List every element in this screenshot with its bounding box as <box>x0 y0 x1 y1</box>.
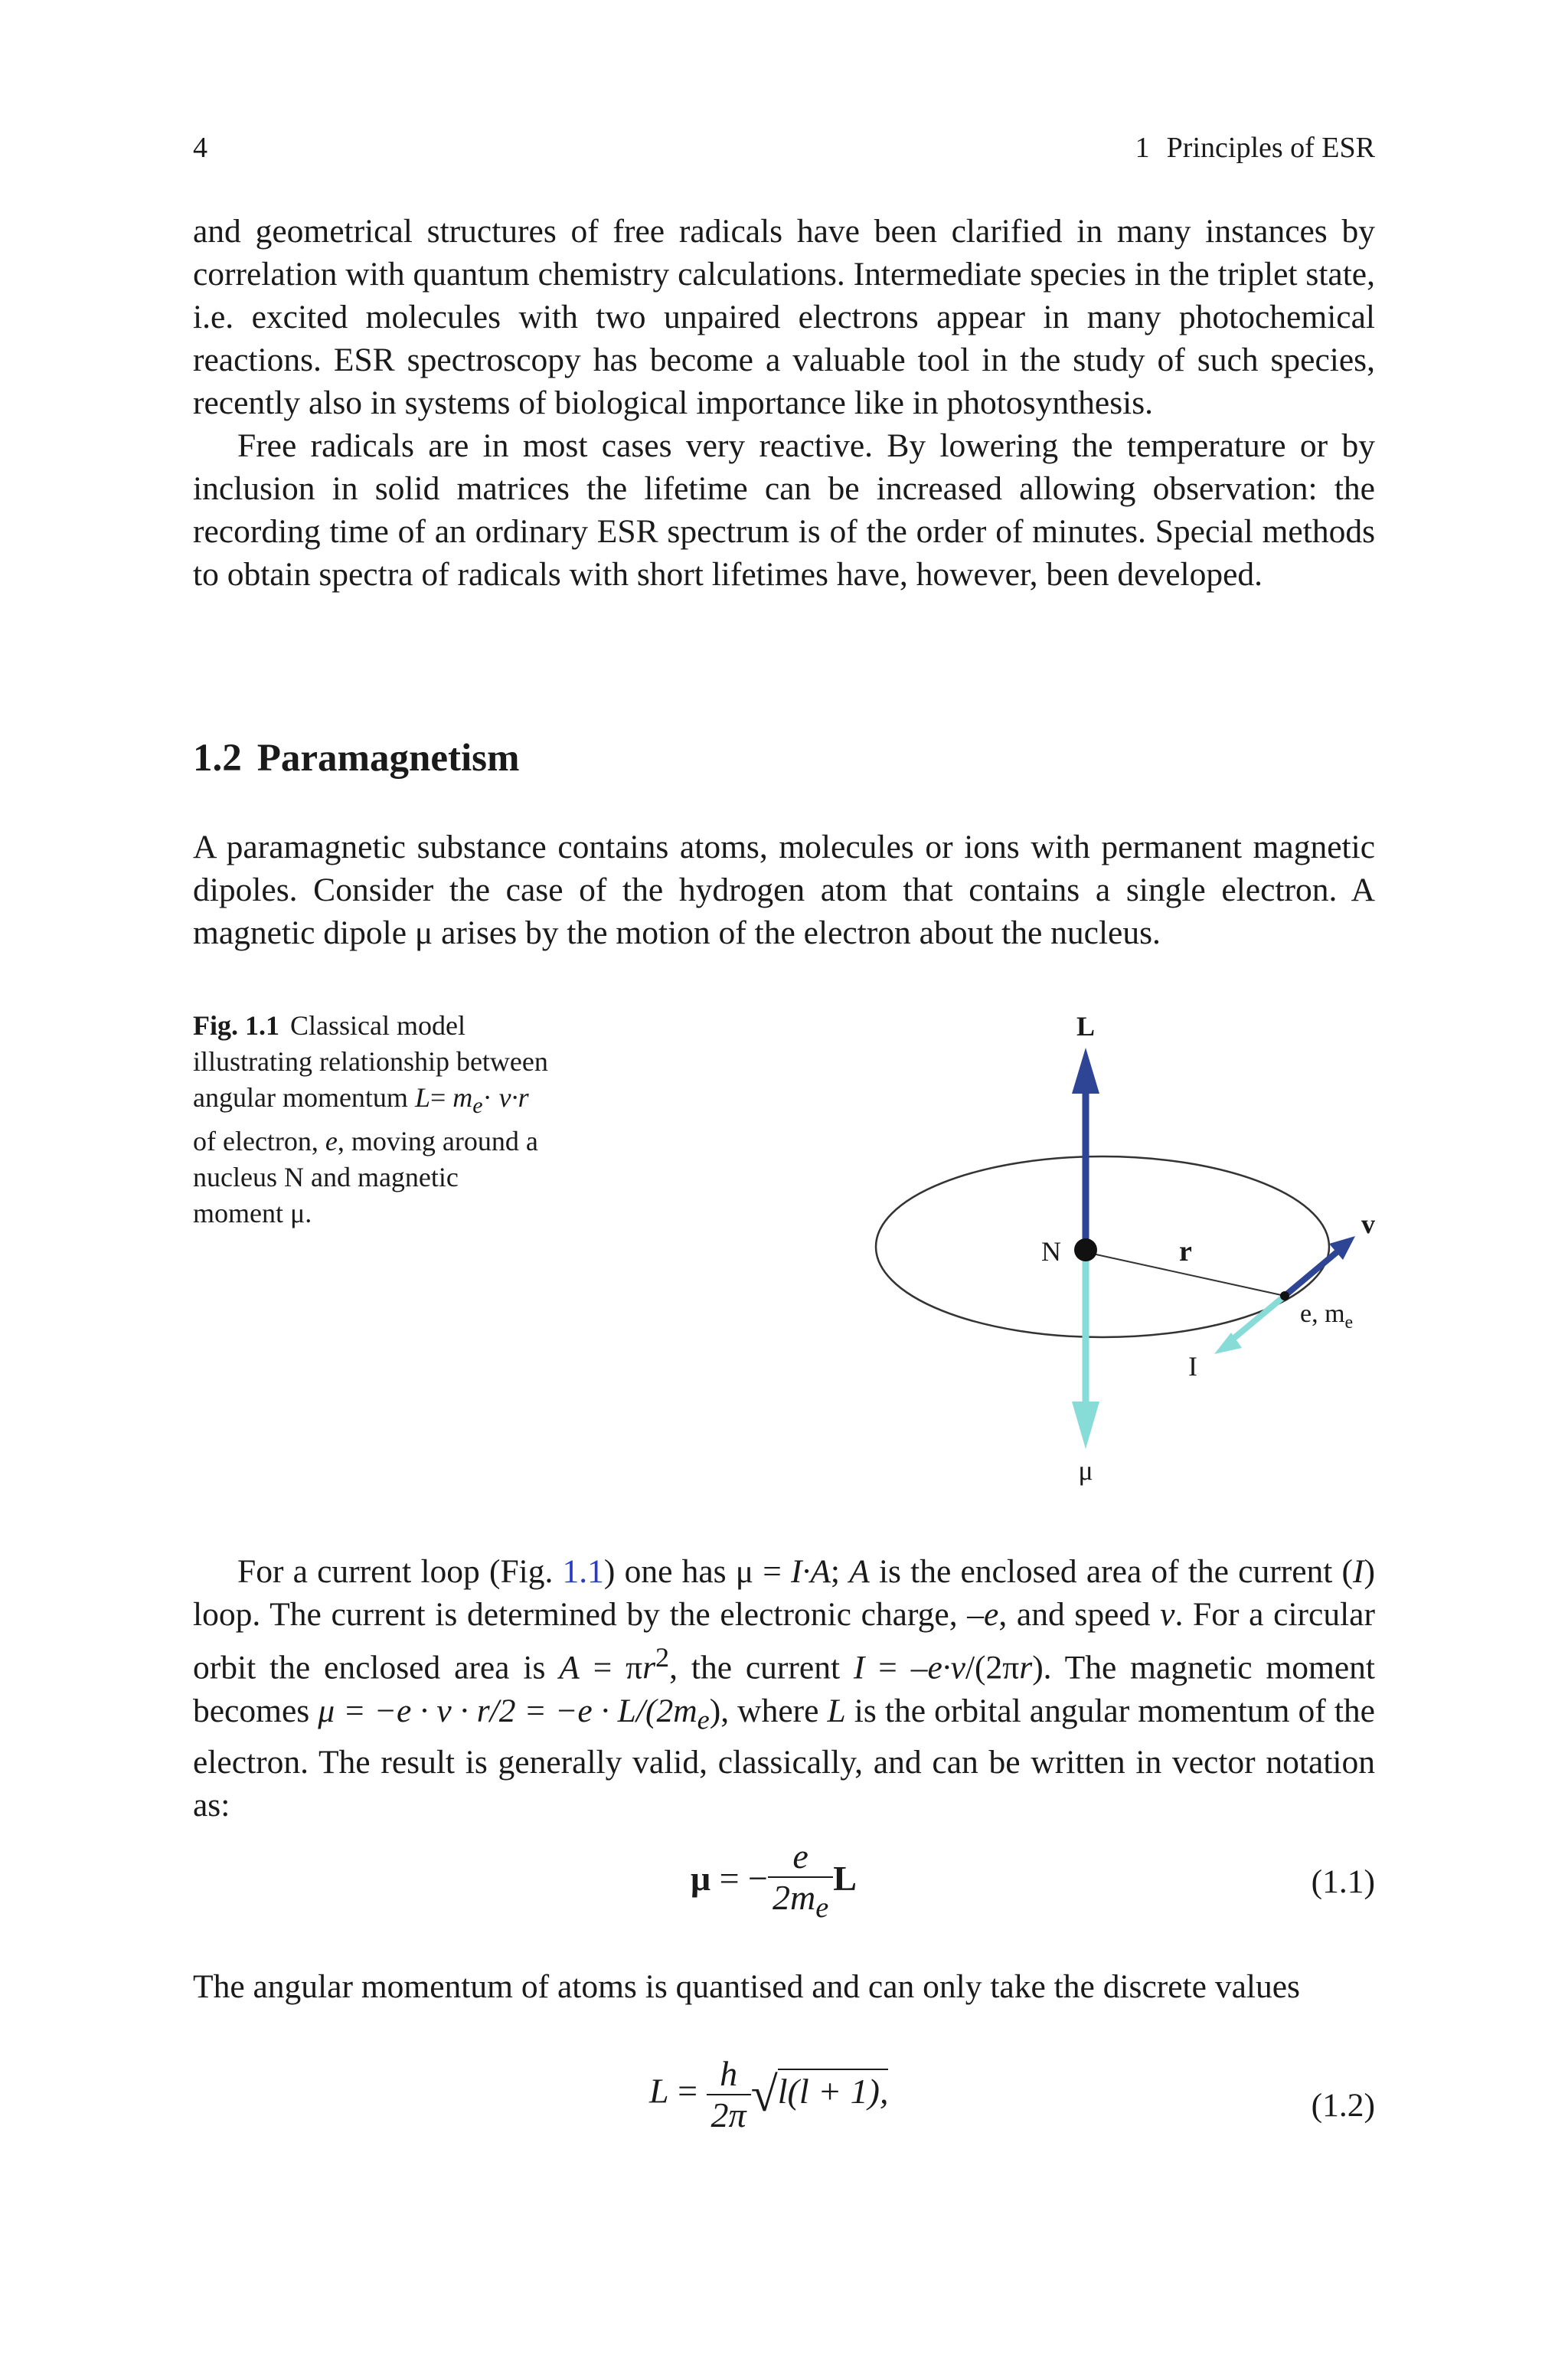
math-run: r <box>642 1649 655 1686</box>
text-run: is the orbital angular momentum of the electron. The result is generally valid, classically, and can be written in vector notation as: <box>193 1692 1375 1824</box>
orbit-ellipse <box>876 1156 1329 1337</box>
label-mu: μ <box>1078 1455 1093 1486</box>
text-run: ; <box>830 1553 850 1590</box>
paragraph-paramagnetic: A paramagnetic substance contains atoms, molecules or ions with permanent magnetic dipoles. Consider the case of the hydrogen atom that contains a single electron. A magnetic dipole μ arises by the motion of the electron about the nucleus. <box>193 829 1375 951</box>
math-run: L <box>827 1692 846 1729</box>
math-run: e·v <box>927 1649 965 1686</box>
paragraph-radicals: and geometrical structures of free radicals have been clarified in many instances by correlation with quantum chemistry calculations. Intermediate species in the triplet state, i.e. excited molecules with two unpaired electrons appear in many photochemical reactions. ESR spectroscopy has become a valuable tool in the study of such species, recently also in systems of biological importance like in photosynthesis. <box>193 213 1375 421</box>
eq1-fraction <box>768 1837 833 1928</box>
caption-text: = <box>430 1082 453 1113</box>
caption-text: of electron, <box>193 1126 325 1157</box>
math-run: μ = −e · v · r/2 = −e · L/(2m <box>318 1692 697 1729</box>
eq2-numerator: h <box>707 2054 751 2095</box>
chapter-title: Principles of ESR <box>1166 132 1375 164</box>
section-number: 1.2 <box>193 737 242 780</box>
label-v: v <box>1361 1209 1375 1239</box>
figure-label: Fig. 1.1 <box>193 1010 279 1041</box>
eq2-radicand <box>778 2069 889 2111</box>
nucleus-dot <box>1074 1238 1097 1261</box>
paragraph-reactivity: Free radicals are in most cases very reactive. By lowering the temperature or by inclusion in solid matrices the lifetime can be increased allowing observation: the recording time of an ordinary ESR spectrum is of the order of minutes. Special methods to obtain spectra of radicals with short lifetimes have, however, been developed. <box>193 427 1375 593</box>
caption-symbol-m: m <box>452 1082 473 1113</box>
text-run: . For a circular orbit the enclosed area is <box>193 1596 1375 1686</box>
label-e-m-text: e, m <box>1300 1300 1345 1328</box>
math-run: v <box>1160 1596 1175 1633</box>
caption-symbol-vr: v·r <box>498 1082 529 1113</box>
sqrt-sign: √ <box>750 2067 778 2121</box>
section-title: Paramagnetism <box>256 737 520 780</box>
text-run: ) one has μ = <box>603 1553 791 1590</box>
math-run: I·A <box>790 1553 831 1590</box>
mu-arrowhead <box>1072 1402 1099 1449</box>
paragraph-quantised: The angular momentum of atoms is quantised and can only take the discrete values <box>193 1968 1300 2005</box>
math-run: A <box>849 1553 870 1590</box>
eq2-equals: = <box>668 2071 707 2111</box>
L-arrowhead <box>1072 1048 1099 1094</box>
caption-subscript-e: e <box>472 1093 483 1119</box>
caption-text: · <box>482 1082 499 1113</box>
chapter-number: 1 <box>1135 132 1150 164</box>
eq1-den-subscript: e <box>815 1892 829 1925</box>
superscript-run: 2 <box>655 1642 670 1673</box>
text-run: ) loop. The current is determined by the electronic charge, – <box>193 1553 1376 1633</box>
label-r: r <box>1179 1235 1192 1268</box>
math-run: A <box>559 1649 580 1686</box>
eq1-equals: = − <box>710 1859 768 1899</box>
label-N: N <box>1041 1236 1061 1267</box>
eq2-lhs: L <box>649 2071 669 2111</box>
text-run: = – <box>864 1649 928 1686</box>
paragraph-current-loop <box>193 1550 1375 1827</box>
math-run: I <box>1353 1553 1364 1590</box>
caption-symbol-e: e <box>325 1126 338 1157</box>
eq1-lhs: μ <box>691 1859 711 1899</box>
math-run: I <box>853 1649 865 1686</box>
math-run: e <box>984 1596 999 1633</box>
eq2-radicand-text: l(l + 1), <box>777 2071 889 2111</box>
label-I: I <box>1188 1351 1197 1382</box>
text-run: , and speed <box>998 1596 1161 1633</box>
text-run: , the current <box>669 1649 854 1686</box>
text-run: is the enclosed area of the current ( <box>869 1553 1354 1590</box>
equation-1-2 <box>649 2054 888 2135</box>
caption-text: , moving around a nucleus N and magnetic moment μ. <box>193 1126 538 1229</box>
label-e-me <box>1300 1300 1353 1333</box>
math-run: r <box>1019 1649 1033 1686</box>
text-run: = π <box>579 1649 643 1686</box>
caption-symbol-L: L <box>414 1082 430 1113</box>
eq2-denominator: 2π <box>710 2095 746 2134</box>
equation-number-1-1: (1.1) <box>1311 1863 1375 1900</box>
equation-number-1-2: (1.2) <box>1311 2087 1375 2124</box>
text-run: ), where <box>709 1692 828 1729</box>
eq1-rhs: L <box>833 1859 857 1899</box>
text-run: ). The magnetic moment becomes <box>193 1649 1375 1729</box>
label-L: L <box>1076 1011 1096 1042</box>
electron-dot <box>1280 1291 1289 1300</box>
text-run: For a current loop (Fig. <box>237 1553 563 1590</box>
eq1-den-text: 2m <box>772 1878 816 1917</box>
figure-reference-link[interactable]: 1.1 <box>562 1553 604 1590</box>
eq2-fraction <box>707 2054 751 2135</box>
label-e-subscript: e <box>1344 1313 1354 1333</box>
eq1-numerator: e <box>768 1837 833 1878</box>
page-number: 4 <box>193 132 207 164</box>
eq1-denominator <box>768 1878 833 1928</box>
equation-1-1 <box>691 1837 857 1928</box>
text-run: /(2π <box>965 1649 1020 1686</box>
caption-text: Classical model illustrating relationship between angular momentum <box>193 1010 548 1113</box>
subscript-run: e <box>697 1704 710 1735</box>
v-arrow-shaft <box>1285 1248 1341 1296</box>
